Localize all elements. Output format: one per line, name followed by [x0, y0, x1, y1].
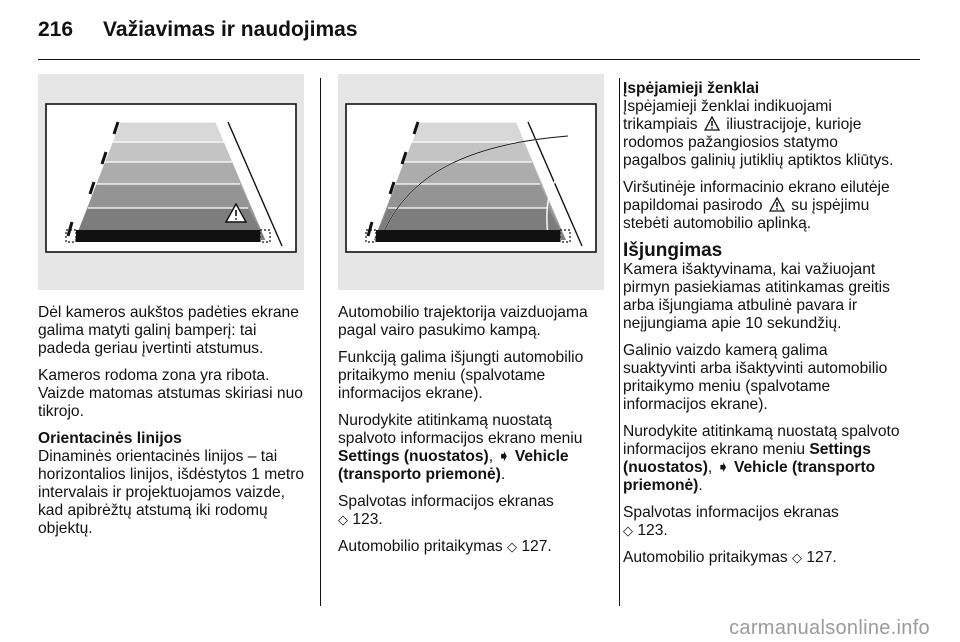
- page-ref-127: 127: [806, 549, 833, 566]
- page-ref-123: 123: [352, 511, 379, 528]
- page-reference-icon: ◇: [792, 550, 803, 565]
- column-divider-1: [320, 78, 321, 606]
- paragraph-bumper-visibility: Dėl kameros aukštos padėties ekrane galima matyti galinį bamperį: tai padeda geriau įvertinti atstumus.: [38, 304, 299, 357]
- subheading-guide-lines: Orientacinės linijos: [38, 430, 182, 447]
- watermark: carmanualsonline.info: [729, 617, 930, 639]
- column-1-text: [38, 304, 310, 547]
- paragraph-vehicle-personalization: Automobilio pritaikymas ◇ 127.: [338, 538, 552, 555]
- page-number: 216: [38, 18, 74, 41]
- menu-vehicle: Vehicle (transporto priemonė): [623, 459, 876, 494]
- paragraph-deactivation: Kamera išaktyvinama, kai važiuojant pirmyn pasiekiamas atitinkamas greitis arba išjungiama atbulinė pavara ir neįjungiama apie 10 sekundžių.: [623, 261, 890, 332]
- page-ref-127: 127: [521, 538, 548, 555]
- warning-triangle-icon: [769, 197, 785, 212]
- column-2-text: [338, 304, 610, 565]
- page-reference-icon: ◇: [507, 539, 518, 554]
- subheading-warning-symbols: Įspėjamieji ženklai: [623, 80, 760, 97]
- paragraph-warning-triangles: Įspėjamieji ženklai indikuojami trikampiais iliustracijoje, kurioje rodomos pažangiosios statymo pagalbos galinių jutiklių aptiktos kliūtys.: [623, 98, 894, 169]
- page-reference-icon: ◇: [623, 523, 633, 538]
- paragraph-trajectory: Automobilio trajektorija vaizduojama pagal vairo pasukimo kampą.: [338, 304, 588, 339]
- paragraph-color-info-display: Spalvotas informacijos ekranas ◇ 123.: [338, 493, 554, 528]
- header-divider: [38, 59, 920, 60]
- page-title: Važiavimas ir naudojimas: [103, 18, 358, 41]
- page-reference-icon: ◇: [338, 512, 348, 527]
- page-header: [38, 18, 358, 48]
- paragraph-color-info-display: Spalvotas informacijos ekranas ◇ 123.: [623, 504, 839, 539]
- menu-settings: Settings (nuostatos): [338, 448, 489, 465]
- paragraph-guide-lines: Dinaminės orientacinės linijos – tai horizontalios linijos, išdėstytos 1 metro intervalais ir projektuojamos vaizde, kad apibrėžtų atstumą iki rodomų objektų.: [38, 448, 305, 537]
- paragraph-vehicle-personalization: Automobilio pritaikymas ◇ 127.: [623, 549, 837, 566]
- camera-view-illustration-trajectory: [338, 74, 604, 290]
- paragraph-disable-function: Funkciją galima išjungti automobilio pritaikymo meniu (spalvotame informacijos ekrane).: [338, 349, 584, 402]
- paragraph-menu-path: Nurodykite atitinkamą nuostatą spalvoto informacijos ekrano meniu Settings (nuostatos), ➧ Vehicle (transporto priemonė).: [623, 423, 900, 494]
- arrow-right-icon: ➧: [716, 459, 734, 476]
- paragraph-activation-menu: Galinio vaizdo kamerą galima suaktyvinti arba išaktyvinti automobilio pritaikymo meniu (spalvotame informacijos ekrane).: [623, 342, 888, 413]
- menu-vehicle: Vehicle (transporto priemonė): [338, 448, 569, 483]
- arrow-right-icon: ➧: [497, 448, 515, 465]
- page-ref-123: 123: [637, 522, 664, 539]
- column-divider-2: [619, 78, 620, 606]
- paragraph-menu-path: Nurodykite atitinkamą nuostatą spalvoto informacijos ekrano meniu Settings (nuostatos), ➧ Vehicle (transporto priemonė).: [338, 412, 583, 483]
- menu-settings: Settings (nuostatos): [623, 441, 871, 476]
- camera-view-illustration-static: [38, 74, 304, 290]
- section-heading-deactivation: Išjungimas: [623, 240, 723, 261]
- column-3-text: [623, 80, 903, 576]
- paragraph-limited-zone: Kameros rodoma zona yra ribota. Vaizde matomas atstumas skiriasi nuo tikrojo.: [38, 367, 303, 420]
- warning-triangle-icon: [704, 116, 720, 131]
- paragraph-top-line-warning: Viršutinėje informacinio ekrano eilutėje papildomai pasirodo su įspėjimu stebėti automobilio aplinką.: [623, 179, 890, 232]
